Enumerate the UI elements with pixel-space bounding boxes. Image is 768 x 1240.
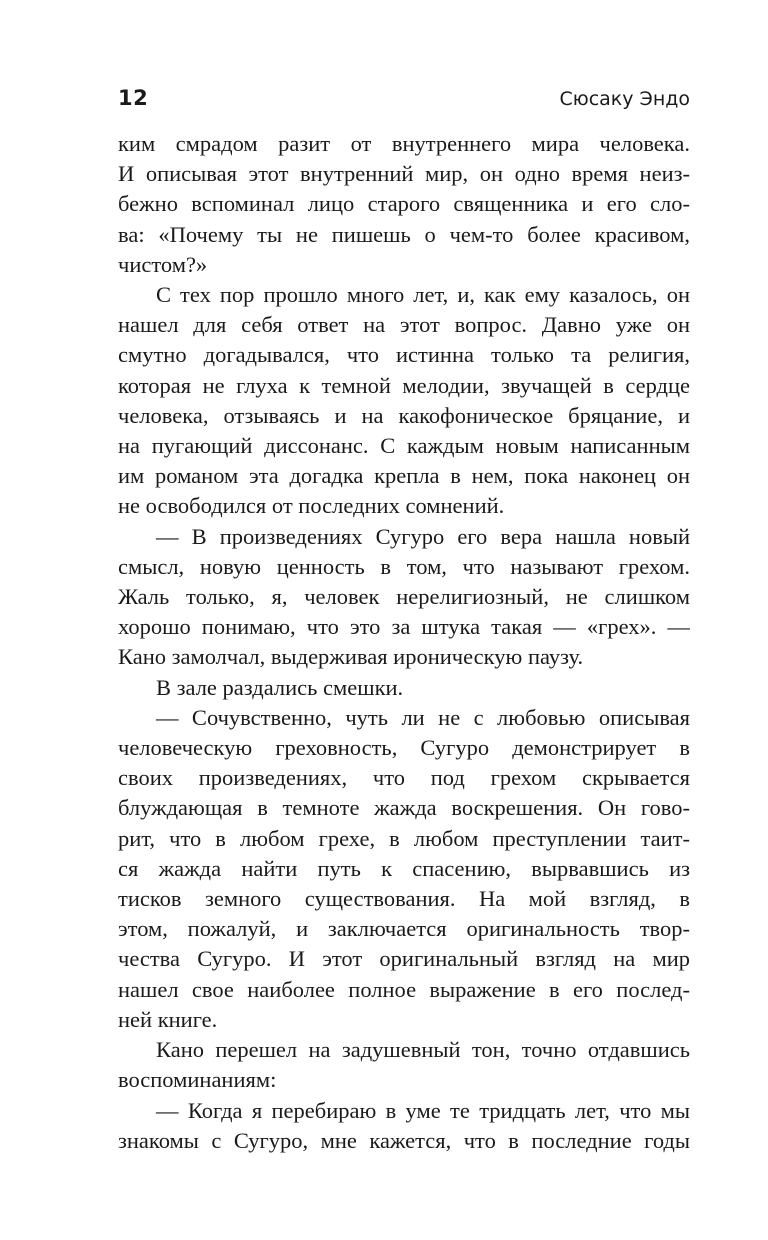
text-line: В зале раздались смешки. (156, 674, 404, 700)
text-line: блуждающая в темноте жажда воскрешения. Он гово- (118, 795, 690, 821)
text-line: И описывая этот внутренний мир, он одно время неиз- (118, 161, 690, 187)
paragraph (118, 280, 690, 522)
text-line: своих произведениях, что под грехом скрывается (118, 765, 690, 791)
text-line: смутно догадывался, что истинна только та религия, (118, 342, 690, 368)
body-text (118, 129, 690, 1156)
text-line: не освободился от последних сомнений. (118, 493, 505, 519)
text-line: — В произведениях Сугуро его вера нашла новый (156, 523, 690, 549)
text-line: нашел для себя ответ на этот вопрос. Давно уже он (118, 312, 690, 338)
text-line: воспоминаниям: (118, 1067, 277, 1093)
text-line: хорошо понимаю, что это за штука такая — «грех». — (118, 614, 690, 640)
text-line: С тех пор прошло много лет, и, как ему казалось, он (156, 282, 690, 308)
paragraph (118, 673, 690, 703)
text-line: Жаль только, я, человек нерелигиозный, не слишком (118, 584, 690, 610)
text-line: чества Сугуро. И этот оригинальный взгляд на мир (118, 946, 690, 972)
paragraph (118, 703, 690, 1035)
text-line: человека, отзываясь и на какофоническое бряцание, и (118, 402, 690, 428)
text-line: бежно вспоминал лицо старого священника и его сло- (118, 191, 690, 217)
paragraph (118, 129, 690, 280)
text-line: ва: «Почему ты не пишешь о чем-то более красивом, (118, 221, 690, 247)
paragraph (118, 1096, 690, 1156)
text-line: ся жажда найти путь к спасению, вырвавшись из (118, 855, 690, 881)
text-line: Кано замолчал, выдерживая ироническую паузу. (118, 644, 584, 670)
paragraph (118, 522, 690, 673)
text-line: ким смрадом разит от внутреннего мира человека. (118, 131, 690, 156)
running-head-author: Сюсаку Эндо (559, 88, 690, 110)
text-line: человеческую греховность, Сугуро демонстрирует в (118, 735, 690, 761)
paragraph (118, 1035, 690, 1095)
text-line: чистом?» (118, 251, 208, 277)
page-number: 12 (118, 86, 149, 110)
text-line: им романом эта догадка крепла в нем, пока наконец он (118, 463, 690, 489)
text-line: рит, что в любом грехе, в любом преступлении таит- (118, 825, 690, 851)
text-line: знакомы с Сугуро, мне кажется, что в последние годы (118, 1127, 690, 1153)
text-line: этом, пожалуй, и заключается оригинальность твор- (118, 916, 690, 942)
page-header (118, 80, 690, 116)
text-line: — Когда я перебираю в уме те тридцать лет, что мы (156, 1097, 690, 1123)
text-line: — Сочувственно, чуть ли не с любовью описывая (156, 704, 690, 730)
text-line: на пугающий диссонанс. С каждым новым написанным (118, 433, 690, 459)
text-line: которая не глуха к темной мелодии, звучащей в сердце (118, 372, 690, 398)
text-line: Кано перешел на задушевный тон, точно отдавшись (156, 1037, 690, 1063)
text-line: ней книге. (118, 1006, 218, 1032)
text-line: смысл, новую ценность в том, что называют грехом. (118, 553, 690, 579)
text-line: тисков земного существования. На мой взгляд, в (118, 886, 690, 912)
text-line: нашел свое наиболее полное выражение в его послед- (118, 976, 690, 1002)
